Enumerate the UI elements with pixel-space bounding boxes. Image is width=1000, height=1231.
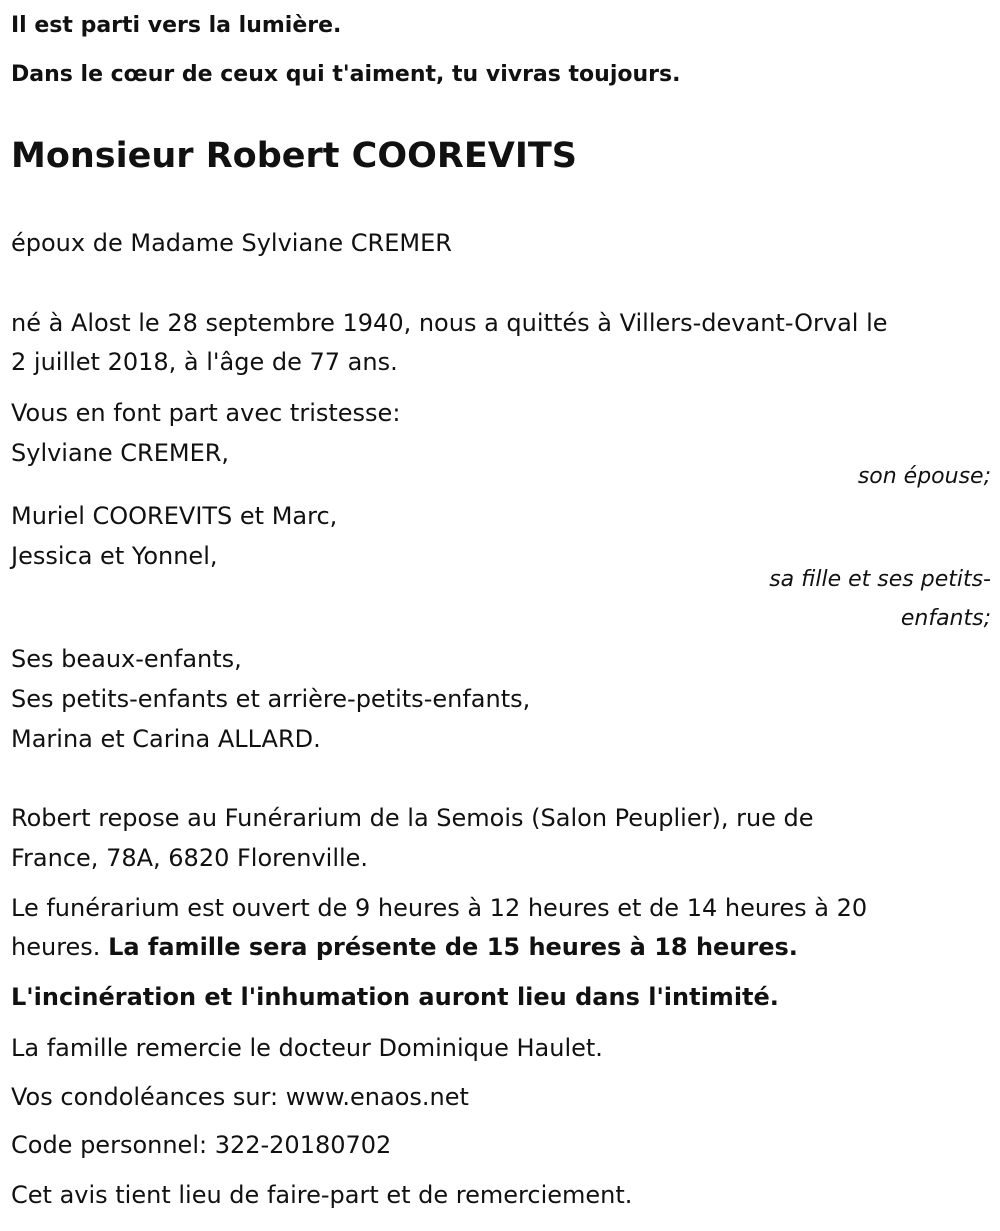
family-daughter: Muriel COOREVITS et Marc, [11, 502, 338, 530]
personal-code: Code personnel: 322-20180702 [11, 1131, 392, 1159]
closing-line: Cet avis tient lieu de faire-part et de remerciement. [11, 1181, 633, 1209]
hours-line-2-prefix: heures. [11, 933, 101, 961]
family-presence: La famille sera présente de 15 heures à 18 heures. [108, 933, 798, 961]
cremation-notice: L'incinération et l'inhumation auront lieu dans l'intimité. [11, 983, 779, 1011]
thanks-line: La famille remercie le docteur Dominique Haulet. [11, 1034, 603, 1062]
family-grandchildren: Jessica et Yonnel, [11, 542, 218, 570]
hours-line-1: Le funérarium est ouvert de 9 heures à 12 heures et de 14 heures à 20 [11, 894, 868, 922]
family-other-1: Ses beaux-enfants, [11, 645, 242, 673]
condolences-line: Vos condoléances sur: www.enaos.net [11, 1083, 469, 1111]
daughter-role-line-2: enfants; [900, 606, 991, 631]
family-other-2: Ses petits-enfants et arrière-petits-enfants, [11, 685, 531, 713]
deceased-name: Monsieur Robert COOREVITS [11, 136, 577, 176]
repose-line-2: France, 78A, 6820 Florenville. [11, 844, 369, 872]
repose-line-1: Robert repose au Funérarium de la Semois (Salon Peuplier), rue de [11, 804, 814, 832]
family-spouse: Sylviane CREMER, [11, 439, 230, 467]
intro-line-2: Dans le cœur de ceux qui t'aiment, tu vivras toujours. [11, 62, 681, 87]
spouse-line: époux de Madame Sylviane CREMER [11, 229, 452, 257]
family-other-3: Marina et Carina ALLARD. [11, 725, 321, 753]
family-intro: Vous en font part avec tristesse: [11, 399, 401, 427]
daughter-role-line-1: sa fille et ses petits- [769, 567, 991, 592]
intro-line-1: Il est parti vers la lumière. [11, 13, 342, 38]
birth-line-2: 2 juillet 2018, à l'âge de 77 ans. [11, 348, 398, 376]
spouse-role: son épouse; [857, 464, 991, 489]
hours-line-2 [11, 927, 798, 967]
birth-line-1: né à Alost le 28 septembre 1940, nous a quittés à Villers-devant-Orval le [11, 309, 888, 337]
